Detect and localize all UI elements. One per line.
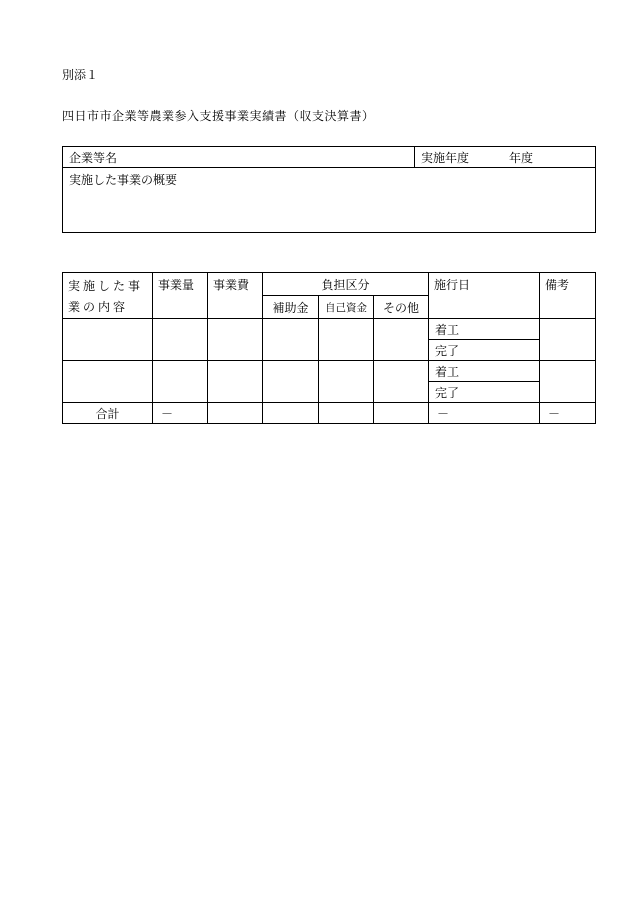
total-date-dash: － (429, 403, 540, 424)
year-suffix: 年度 (509, 150, 534, 165)
total-row (63, 403, 596, 424)
volume-cell (153, 319, 208, 361)
header-volume: 事業量 (153, 273, 208, 319)
company-info-table (62, 146, 596, 233)
subsidy-cell (263, 361, 319, 403)
table-row (63, 319, 596, 340)
remarks-cell (540, 319, 596, 361)
header-burden-division: 負担区分 (263, 273, 429, 296)
header-subsidy: 補助金 (263, 296, 319, 319)
header-project-content: 実施した事業の内容 (63, 273, 153, 319)
total-volume-dash: － (153, 403, 208, 424)
company-name-label: 企業等名 (63, 147, 415, 168)
document-title: 四日市市企業等農業参入支援事業実績書（収支決算書） (62, 109, 375, 123)
attachment-label: 別添１ (62, 68, 99, 82)
finish-date-label: 完了 (429, 340, 540, 361)
project-overview-label: 実施した事業の概要 (63, 168, 596, 233)
volume-cell (153, 361, 208, 403)
start-date-label: 着工 (429, 319, 540, 340)
header-other: その他 (374, 296, 429, 319)
implementation-year-label: 実施年度 (421, 150, 470, 165)
header-construction-date: 施行日 (429, 273, 540, 319)
subsidy-cell (263, 319, 319, 361)
own-funds-cell (319, 319, 374, 361)
cost-cell (208, 319, 263, 361)
total-subsidy-cell (263, 403, 319, 424)
own-funds-cell (319, 361, 374, 403)
total-cost-cell (208, 403, 263, 424)
total-other-cell (374, 403, 429, 424)
total-remarks-dash: － (540, 403, 596, 424)
total-own-funds-cell (319, 403, 374, 424)
header-own-funds: 自己資金 (319, 296, 374, 319)
header-cost: 事業費 (208, 273, 263, 319)
total-label: 合計 (63, 403, 153, 424)
cost-cell (208, 361, 263, 403)
implementation-year-cell (415, 147, 596, 168)
table-row (63, 361, 596, 382)
start-date-label: 着工 (429, 361, 540, 382)
header-remarks: 備考 (540, 273, 596, 319)
project-content-cell (63, 361, 153, 403)
other-cell (374, 319, 429, 361)
project-content-cell (63, 319, 153, 361)
project-results-table (62, 272, 596, 424)
finish-date-label: 完了 (429, 382, 540, 403)
remarks-cell (540, 361, 596, 403)
other-cell (374, 361, 429, 403)
